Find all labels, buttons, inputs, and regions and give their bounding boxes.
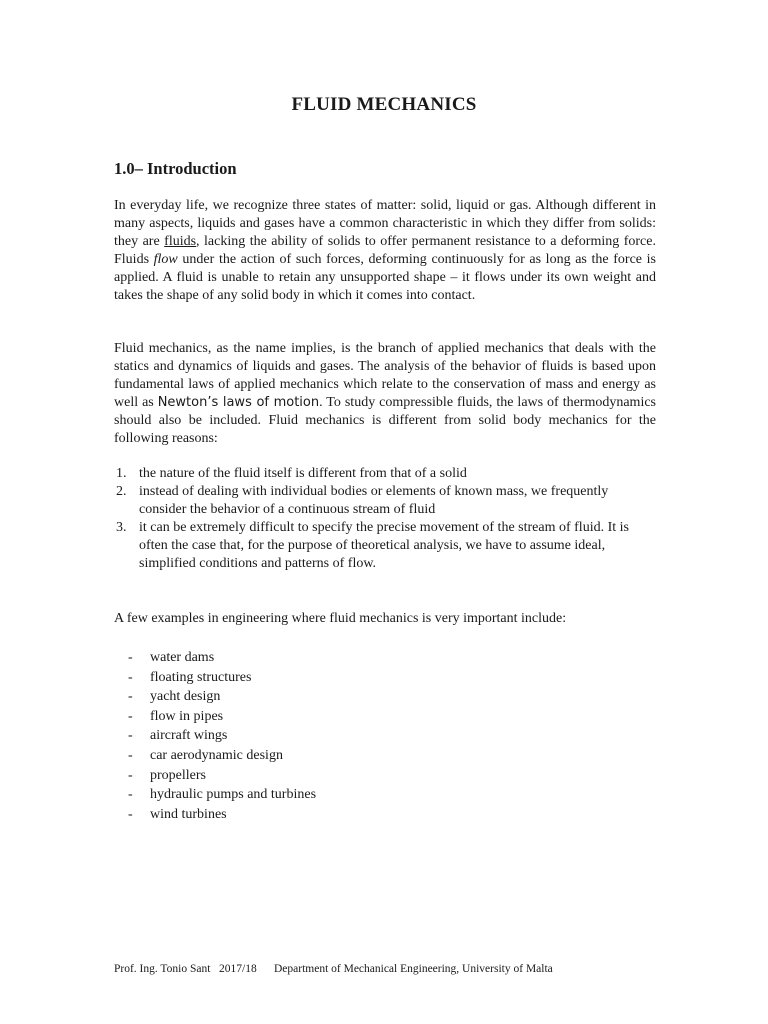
list-item-text: hydraulic pumps and turbines xyxy=(150,787,317,803)
list-number: 1. xyxy=(116,466,127,481)
list-item xyxy=(114,746,316,766)
list-item-text: aircraft wings xyxy=(150,728,228,744)
bullet-dash: - xyxy=(128,708,133,724)
paragraph-text: . To study compressible fluids, the laws of thermodynamics should also be included. Fluid mechanics is different from solid body mechanics for the following reasons: xyxy=(114,395,656,446)
list-item xyxy=(114,465,656,483)
page-title: FLUID MECHANICS xyxy=(291,94,477,115)
paragraph-text: In everyday life, we recognize three states of matter: solid, liquid or gas. Although different in many aspects, liquids and gases have a common characteristic in which they differ from solids: they are xyxy=(114,198,656,249)
bullet-dash: - xyxy=(128,650,133,665)
list-item-text: wind turbines xyxy=(150,806,227,822)
examples-list xyxy=(114,648,316,824)
paragraph-text: , lacking the ability of solids to offer permanent resistance to a deforming force. Fluids xyxy=(114,234,656,267)
paragraph-text: under the action of such forces, deforming continuously for as long as the force is applied. A fluid is unable to retain any unsupported shape – it flows under its own weight and takes the shape of any solid body in which it comes into contact. xyxy=(114,252,656,303)
list-item xyxy=(114,668,316,688)
examples-intro: A few examples in engineering where fluid mechanics is very important include: xyxy=(114,611,567,626)
list-item xyxy=(114,766,316,786)
section-heading: 1.0– Introduction xyxy=(114,159,237,178)
list-item-text: yacht design xyxy=(150,689,221,705)
list-item xyxy=(114,648,316,668)
list-item xyxy=(114,785,316,805)
bullet-dash: - xyxy=(128,806,133,822)
bullet-dash: - xyxy=(128,787,133,803)
list-item-text: instead of dealing with individual bodies or elements of known mass, we frequently consider the behavior of a continuous stream of fluid xyxy=(139,484,609,517)
list-item-text: the nature of the fluid itself is different from that of a solid xyxy=(139,466,467,481)
bullet-dash: - xyxy=(128,669,133,685)
paragraph-fluid-mechanics xyxy=(114,340,656,448)
bullet-dash: - xyxy=(128,747,133,763)
bullet-dash: - xyxy=(128,689,133,705)
list-item xyxy=(114,519,656,573)
list-item-text: car aerodynamic design xyxy=(150,747,283,763)
list-item xyxy=(114,707,316,727)
list-item xyxy=(114,483,656,519)
bullet-dash: - xyxy=(128,728,133,744)
list-item-text: water dams xyxy=(150,650,215,665)
list-number: 2. xyxy=(116,484,127,499)
list-item xyxy=(114,805,316,825)
paragraph-text: Fluid mechanics, as the name implies, is the branch of applied mechanics that deals with the statics and dynamics of liquids and gases. The analysis of the behavior of fluids is based upon fundamental laws of applied mechanics which relate to the conservation of mass and energy as well as xyxy=(114,341,656,410)
page-footer: Prof. Ing. Tonio Sant 2017/18 Department of Mechanical Engineering, University of Malta xyxy=(114,963,553,975)
paragraph-intro xyxy=(114,197,656,305)
list-item-text: propellers xyxy=(150,767,206,783)
list-item-text: flow in pipes xyxy=(150,708,224,724)
bullet-dash: - xyxy=(128,767,133,783)
reasons-list xyxy=(114,465,656,573)
italic-term: flow xyxy=(153,252,178,267)
list-number: 3. xyxy=(116,520,127,535)
underlined-term: fluids xyxy=(164,234,197,249)
newtons-laws-phrase: Newton’s laws of motion xyxy=(157,395,320,410)
list-item xyxy=(114,726,316,746)
list-item-text: floating structures xyxy=(150,669,252,685)
list-item xyxy=(114,687,316,707)
list-item-text: it can be extremely difficult to specify the precise movement of the stream of fluid. It is often the case that, for the purpose of theoretical analysis, we have to assume ideal, simplified conditions and patterns of flow. xyxy=(139,520,629,571)
